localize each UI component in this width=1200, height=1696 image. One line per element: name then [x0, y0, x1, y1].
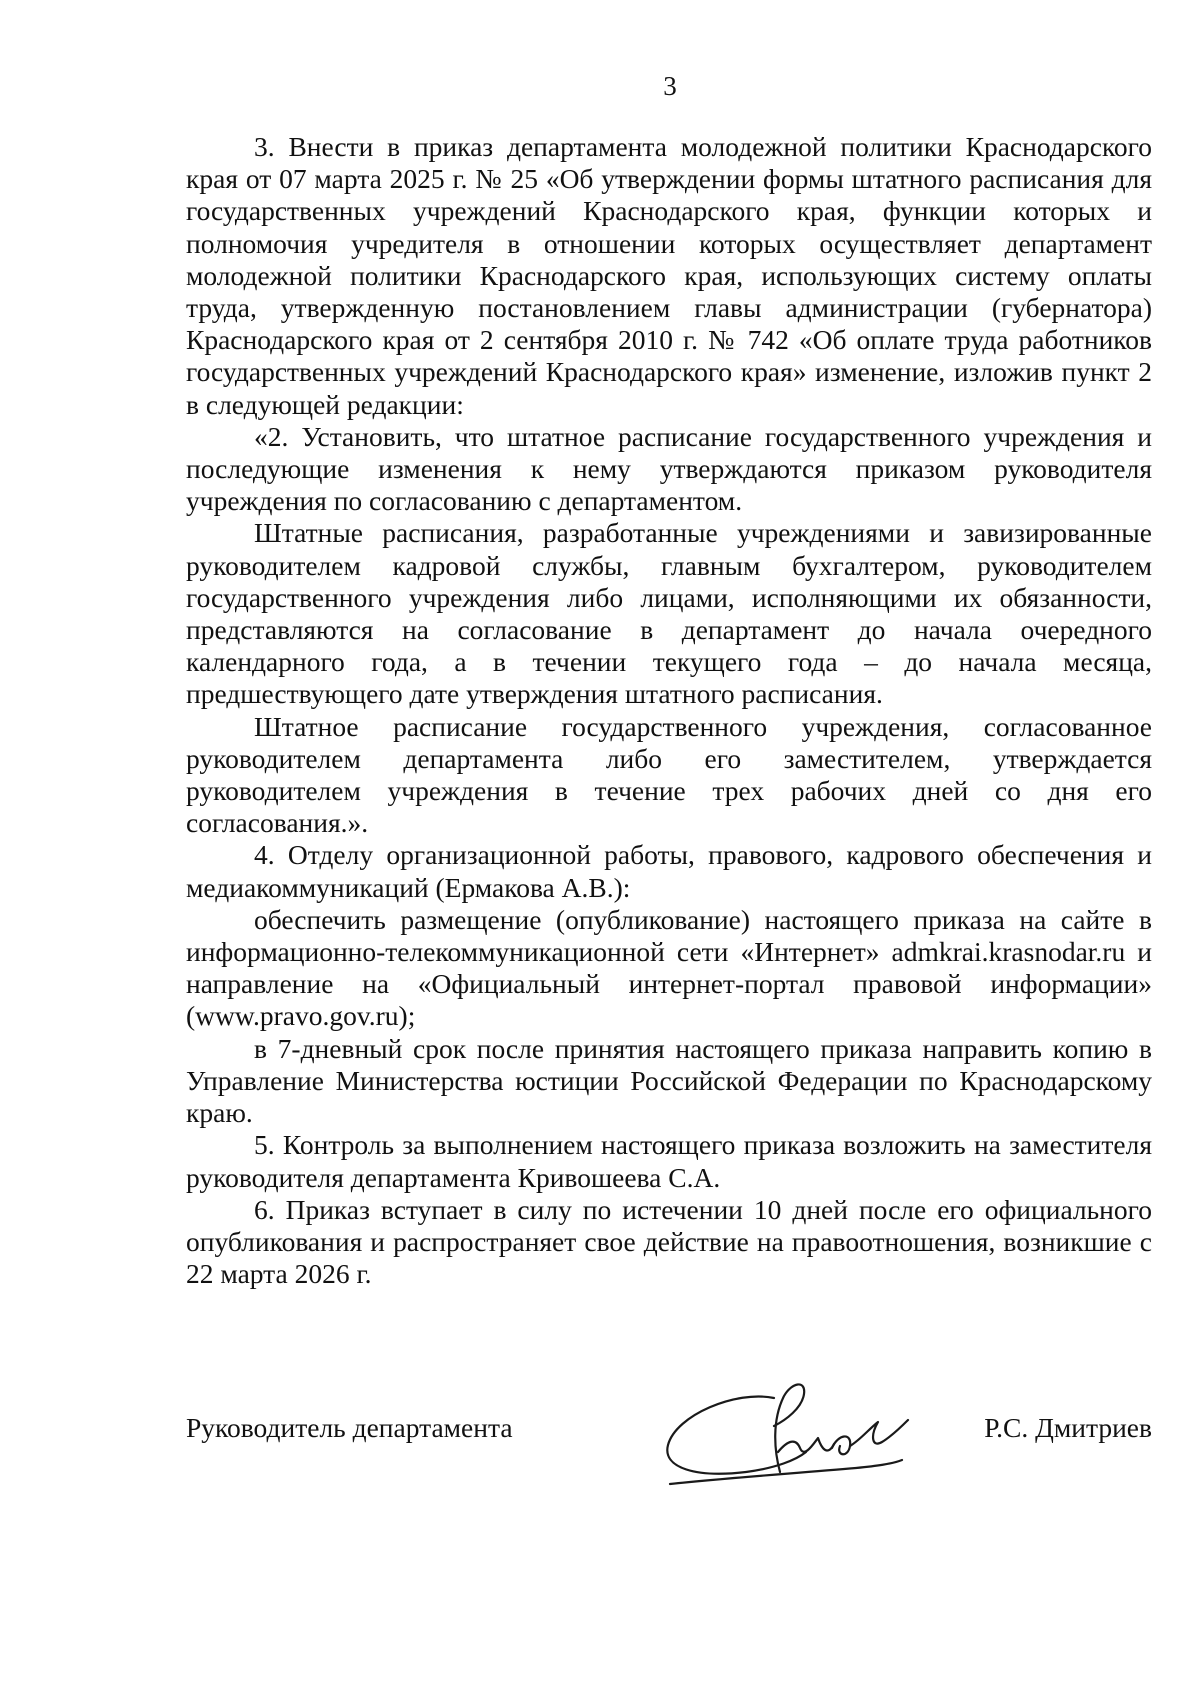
- signer-position: Руководитель департамента: [186, 1412, 513, 1443]
- paragraph-item-4: 4. Отделу организационной работы, правового, кадрового обеспечения и медиакоммуникаций (Ермакова А.В.):: [186, 839, 1152, 903]
- paragraph-ministry-copy: в 7-дневный срок после принятия настоящего приказа направить копию в Управление Министерства юстиции Российской Федерации по Краснодарскому краю.: [186, 1032, 1152, 1129]
- paragraph-item-6: 6. Приказ вступает в силу по истечении 10 дней после его официального опубликования и распространяет свое действие на правоотношения, возникшие с 22 марта 2026 г.: [186, 1193, 1152, 1290]
- paragraph-staffing-submission: Штатные расписания, разработанные учреждениями и завизированные руководителем кадровой службы, главным бухгалтером, руководителем государственного учреждения либо лицами, исполняющими их обязанности, представляются на согласование в департамент до начала очередного календарного года, а в течении текущего года – до начала месяца, предшествующего дате утверждения штатного расписания.: [186, 517, 1152, 710]
- paragraph-staffing-approval: Штатное расписание государственного учреждения, согласованное руководителем департамента либо его заместителем, утверждается руководителем учреждения в течение трех рабочих дней со дня его согласования.».: [186, 710, 1152, 839]
- handwritten-signature: [656, 1360, 926, 1500]
- paragraph-quoted-item-2: «2. Установить, что штатное расписание государственного учреждения и последующие изменения к нему утверждаются приказом руководителя учреждения по согласованию с департаментом.: [186, 420, 1152, 517]
- paragraph-item-5: 5. Контроль за выполнением настоящего приказа возложить на заместителя руководителя департамента Кривошеева С.А.: [186, 1129, 1152, 1193]
- paragraph-publication: обеспечить размещение (опубликование) настоящего приказа на сайте в информационно-телекоммуникационной сети «Интернет» admkrai.krasnodar.ru и направление на «Официальный интернет-портал правовой информации» (www.pravo.gov.ru);: [186, 903, 1152, 1032]
- signer-name: Р.С. Дмитриев: [984, 1412, 1152, 1443]
- page-number: 3: [663, 71, 677, 101]
- signature-block: [186, 1400, 1152, 1540]
- paragraph-item-3: 3. Внести в приказ департамента молодежной политики Краснодарского края от 07 марта 2025 г. № 25 «Об утверждении формы штатного расписания для государственных учреждений Краснодарского края, функции которых и полномочия учредителя в отношении которых осуществляет департамент молодежной политики Краснодарского края, использующих систему оплаты труда, утвержденную постановлением главы администрации (губернатора) Краснодарского края от 2 сентября 2010 г. № 742 «Об оплате труда работников государственных учреждений Краснодарского края» изменение, изложив пункт 2 в следующей редакции:: [186, 131, 1152, 420]
- document-body: [186, 131, 1152, 1290]
